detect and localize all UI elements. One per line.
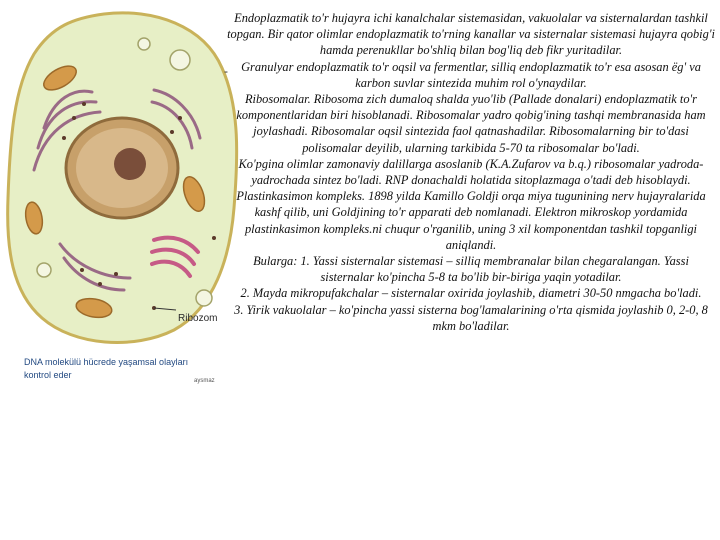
caption-line-2: kontrol eder: [24, 370, 72, 380]
paragraph-granular-er: Granulyar endoplazmatik to'r oqsil va fermentlar, silliq endoplazmatik to'r esa asosan ёg' va karbon suvlar sintezida muhim rol o'ynaydilar.: [241, 59, 701, 90]
paragraph-flat-cisternae: Bularga: 1. Yassi sisternalar sistemasi – silliq membranalar bilan chegaralangan. Yassi sisternalar ko'pincha 5-8 ta bo'lib bir-biriga yaqin yotadilar.: [253, 254, 689, 285]
ribosome-label: Ribozom: [178, 313, 218, 324]
body-text: [226, 10, 716, 334]
cell-illustration: [4, 8, 242, 388]
caption-line-1: DNA molekülü hücrede yaşamsal olayları: [24, 357, 189, 367]
image-credit: aysmaz: [194, 378, 215, 384]
nucleolus: [114, 148, 146, 180]
paragraph-large-vacuoles: 3. Yirik vakuolalar – ko'pincha yassi sisterna bog'lamalarining o'rta qismida joylashib 0, 2-0, 8 mkm bo'ladilar.: [234, 302, 708, 333]
paragraph-golgi-complex: Plastinkasimon kompleks. 1898 yilda Kamillo Goldji orqa miya tugunining nerv hujayralarida kashf qilib, uni Goldjining to'r apparati deb nomlanadi. Elektron mikroskop yordamida plastinkasimon kompleks.ni chuqur o'rganilib, uning 3 xil komponentdan tashkil topganligi aniqlandi.: [236, 189, 706, 252]
paragraph-endoplasmic-reticulum: Endoplazmatik to'r hujayra ichi kanalchalar sistemasidan, vakuolalar va sisternalardan tashkil topgan. Bir qator olimlar endoplazmatik to'rning kanallar va sisternalar sistemasi hujayra qobig'i hamda perenukllar bo'shliq bilan bog'liq deb fikr yuritadilar.: [227, 11, 715, 58]
cell-diagram-svg: [4, 8, 242, 353]
margin-mark: -: [224, 64, 228, 78]
paragraph-microvesicles: 2. Mayda mikropufakchalar – sisternalar oxirida joylashib, diametri 30-50 nmgacha bo'ladi.: [240, 286, 702, 301]
paragraph-ribosomes: Ribosomalar. Ribosoma zich dumaloq shalda yuo'lib (Pallade donalari) endoplazmatik to'r komponentlaridan biri hisoblanadi. Ribosomalar yadro qobig'ining tashqi membranasida ham joylashadi. Ribosomalar oqsil sintezida faol qatnashadilar. Ribosomalarning bir to'dasi polisomalar deyilib, ularning tarkibida 5-70 ta ribosomalar bo'ladi.: [236, 92, 706, 155]
paragraph-ribosome-synthesis: Ko'pgina olimlar zamonaviy dalillarga asoslanib (K.A.Zufarov va b.q.) ribosomalar yadroda-yadrochada sintez bo'ladi. RNP donachaldi holatida sitoplazmaga o'tadi deb hisoblaydi.: [238, 156, 704, 188]
